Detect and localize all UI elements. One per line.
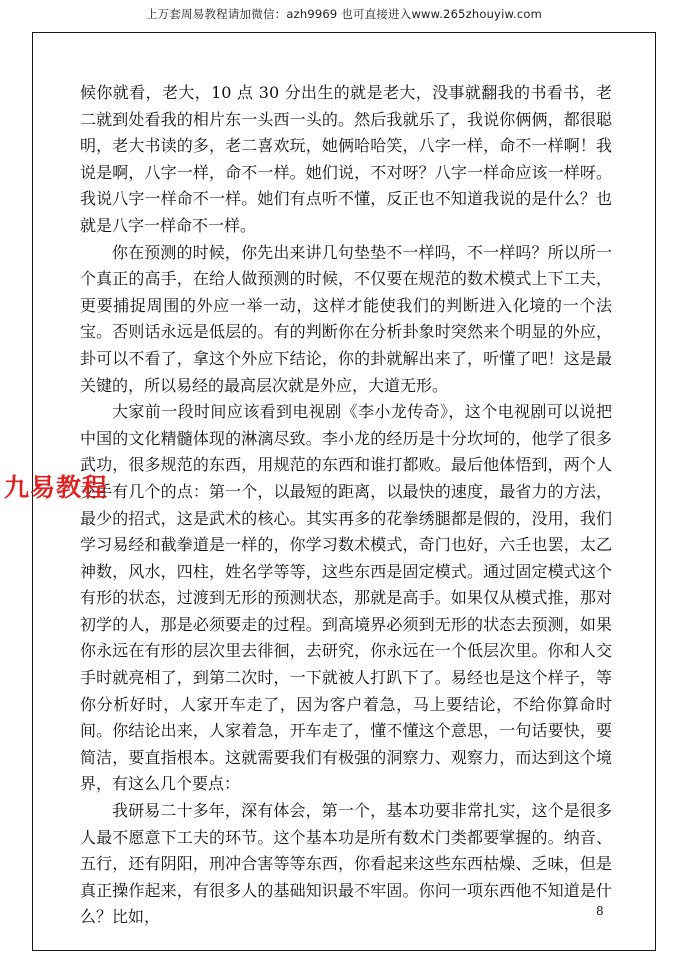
page-header: 上万套周易教程请加微信：azh9969 也可直接进入www.265zhouyiw.com <box>145 7 543 21</box>
paragraph: 你在预测的时候，你先出来讲几句垫垫不一样吗，不一样吗？所以所一个真正的高手，在给人做预测的时候，不仅要在规范的数术模式上下工夫，更要捕捉周围的外应一举一动，这样才能使我们的判断进入化境的一个法宝。否则话永远是低层的。有的判断你在分析卦象时突然来个明显的外应，卦可以不看了，拿这个外应下结论，你的卦就解出来了，听懂了吧！这是最关键的，所以易经的最高层次就是外应，大道无形。 <box>80 242 612 395</box>
document-body <box>80 80 612 931</box>
page-number: 8 <box>596 904 604 918</box>
paragraph: 我研易二十多年，深有体会，第一个，基本功要非常扎实，这个是很多人最不愿意下工夫的环节。这个基本功是所有数术门类都要掌握的。纳音、五行，还有阴阳，刑冲合害等等东西，你看起来这些东西枯燥、乏味，但是真正操作起来，有很多人的基础知识最不牢固。你问一项东西他不知道是什么？比如， <box>80 801 612 927</box>
paragraph: 候你就看，老大，10 点 30 分出生的就是老大，没事就翻我的书看书，老二就到处看我的相片东一头西一头的。然后我就乐了，我说你俩俩，都很聪明，老大书读的多，老二喜欢玩，她俩哈哈笑，八字一样，命不一样啊！我说是啊，八字一样，命不一样。她们说，不对呀？八字一样命应该一样呀。我说八字一样命不一样。她们有点听不懂，反正也不知道我说的是什么？也就是八字一样命不一样。 <box>80 83 612 235</box>
watermark-logo: 九易教程 <box>4 473 109 502</box>
paragraph: 大家前一段时间应该看到电视剧《李小龙传奇》，这个电视剧可以说把中国的文化精髓体现的淋漓尽致。李小龙的经历是十分坎坷的，他学了很多武功，很多规范的东西，用规范的东西和谁打都败。最后他体悟到，两个人交手有几个的点：第一个，以最短的距离，以最快的速度，最省力的方法，最少的招式，这是武术的核心。其实再多的花拳绣腿都是假的，没用，我们学习易经和截拳道是一样的，你学习数术模式，奇门也好，六壬也罢，太乙神数，风水，四柱，姓名学等等，这些东西是固定模式。通过固定模式这个有形的状态，过渡到无形的预测状态，那就是高手。如果仅从模式推，那对初学的人，那是必须要走的过程。到高境界必须到无形的状态去预测，如果你永远在有形的层次里去徘徊，去研究，你永远在一个低层次里。你和人交手时就亮相了，到第二次时，一下就被人打趴下了。易经也是这个样子，等你分析好时，人家开车走了，因为客户着急，马上要结论，不给你算命时间。你结论出来，人家着急，开车走了，懂不懂这个意思，一句话要快，要简洁，要直指根本。这就需要我们有极强的洞察力、观察力，而达到这个境界，有这么几个要点： <box>80 402 612 794</box>
